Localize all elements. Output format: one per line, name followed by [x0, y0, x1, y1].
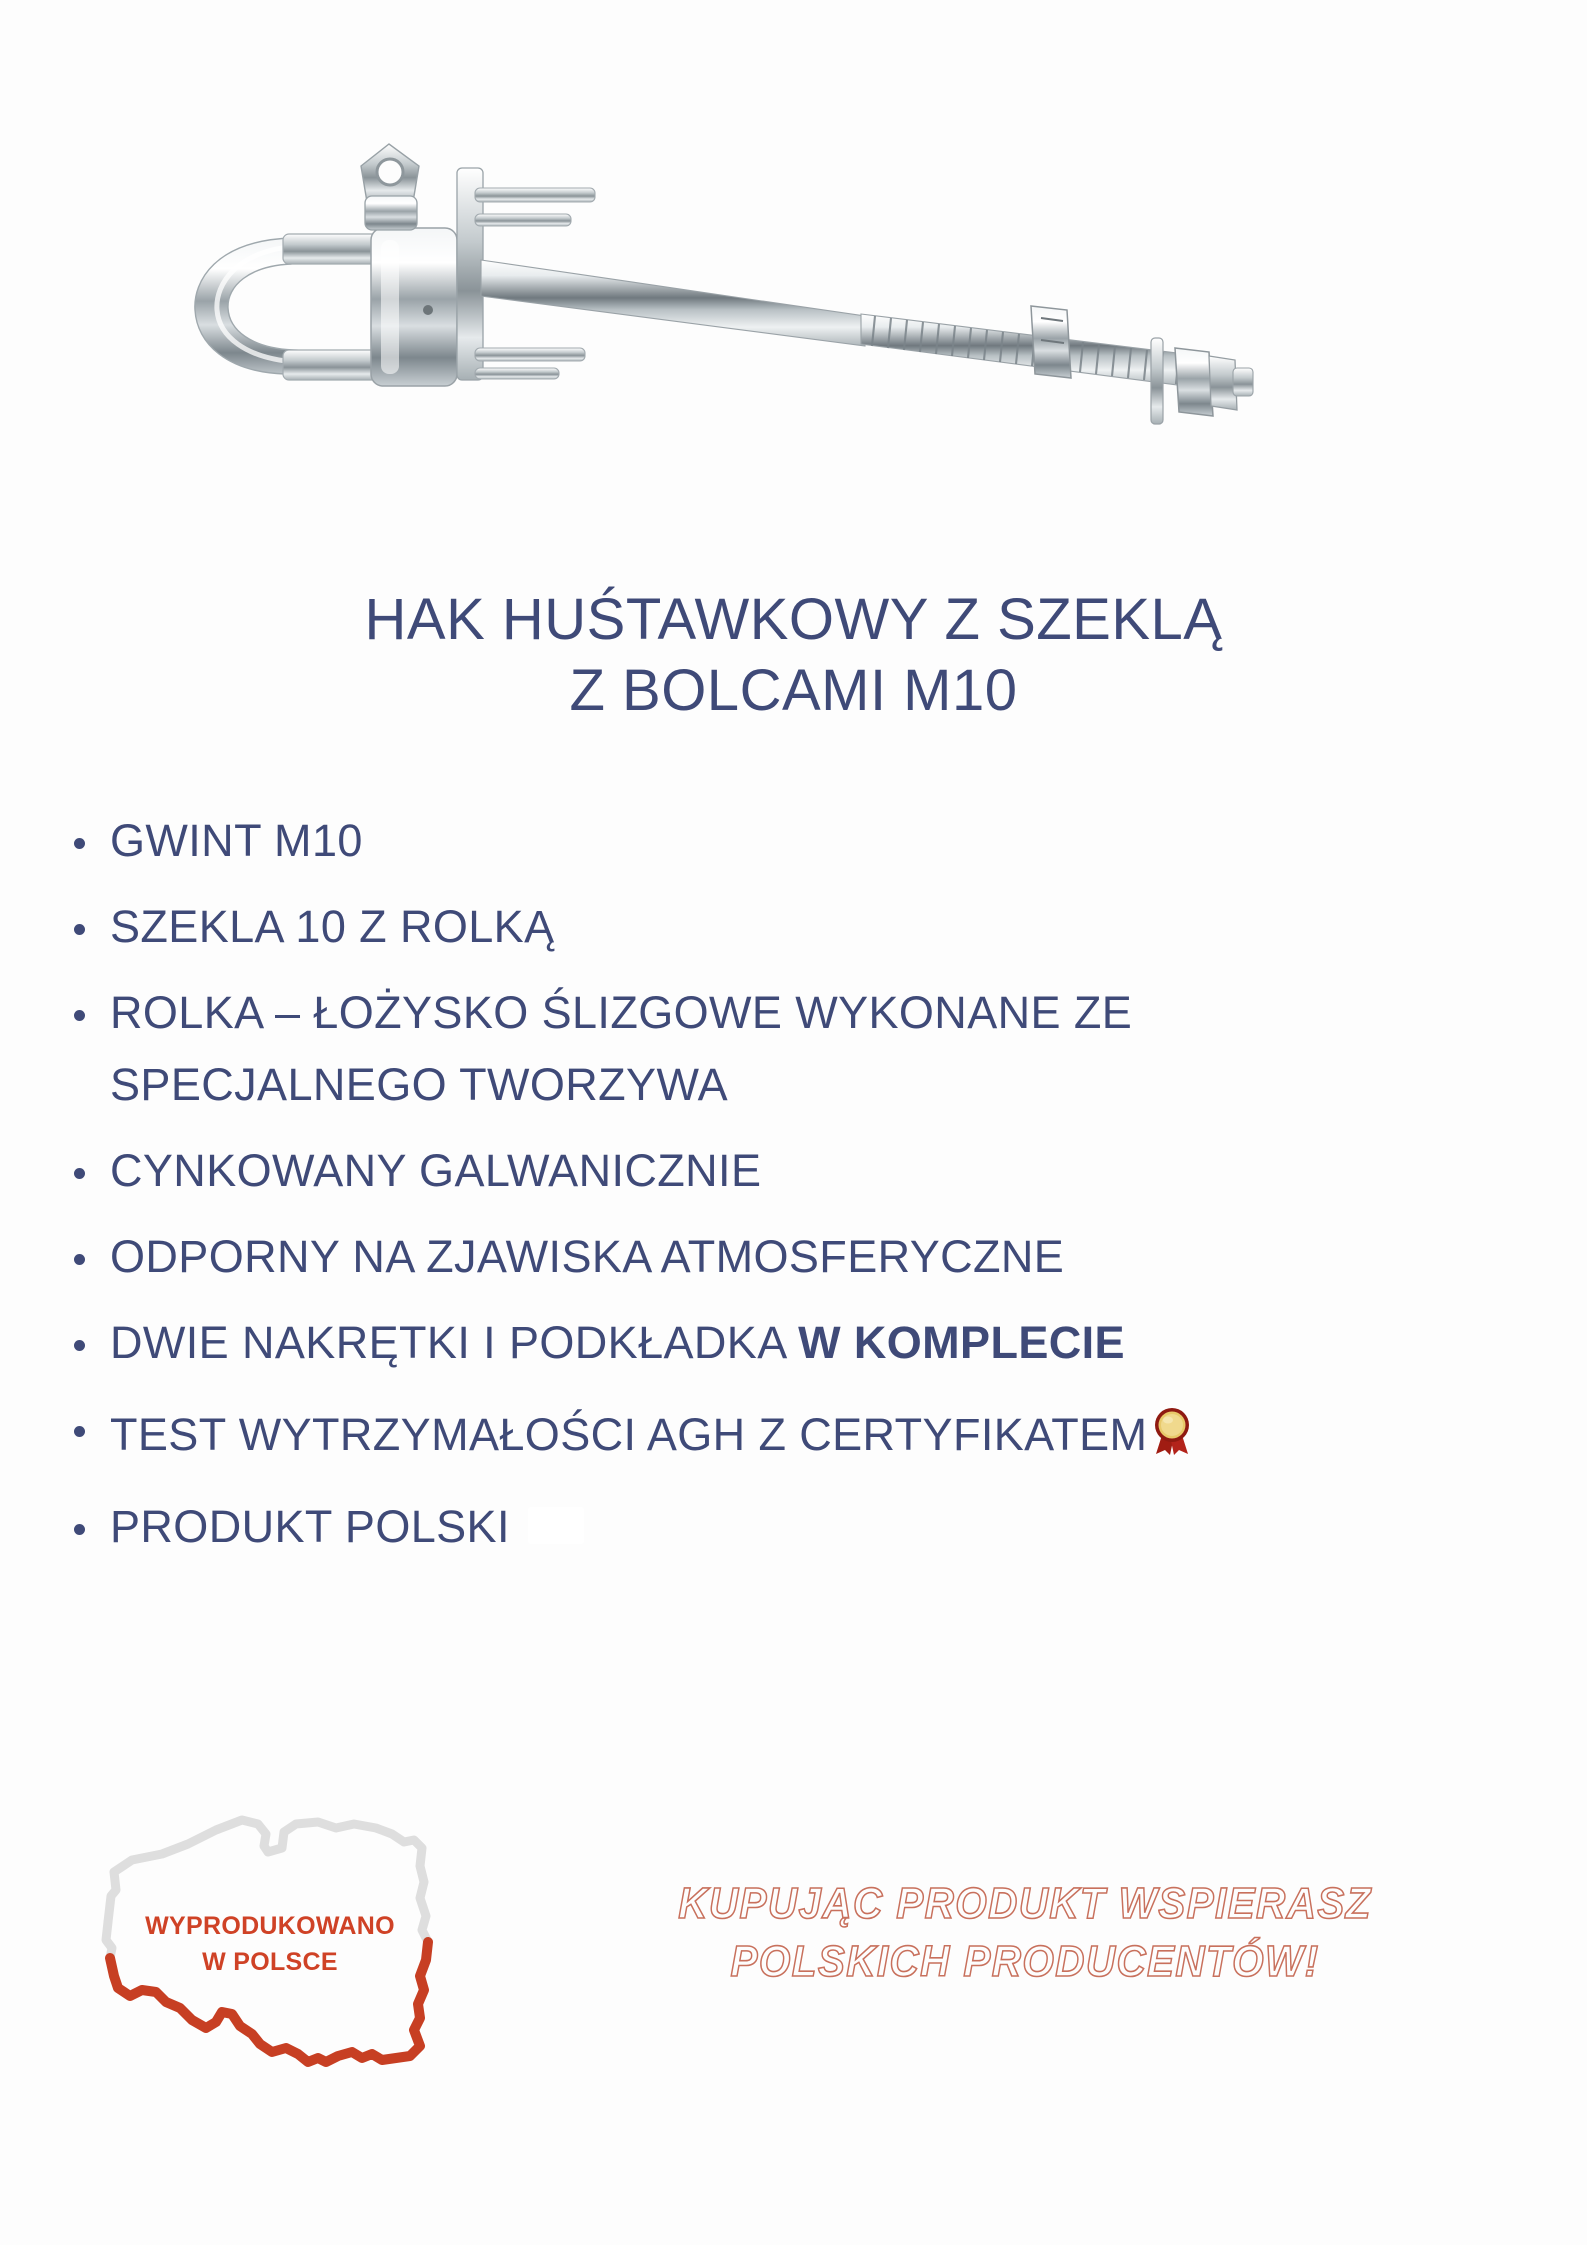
- page-title-line-2: Z BOLCAMI M10: [569, 657, 1018, 723]
- hex-nut-second: [1175, 348, 1237, 416]
- support-polish-producers-tagline: [634, 1875, 1416, 1991]
- tagline-line-2: POLSKICH PRODUCENTÓW!: [730, 1937, 1320, 1987]
- poland-flag-icon: [528, 1507, 584, 1544]
- feature-item-polish-product: [58, 1501, 1458, 1552]
- feature-item-galvanized: [58, 1145, 1458, 1196]
- bullet-icon: [74, 1524, 85, 1535]
- feature-label: ROLKA – ŁOŻYSKO ŚLIZGOWE WYKONANE ZE: [110, 987, 1133, 1038]
- product-photo: [175, 110, 1390, 430]
- bullet-icon: [74, 838, 85, 849]
- bullet-icon: [74, 1254, 85, 1265]
- tagline-line-1: KUPUJĄC PRODUKT WSPIERASZ: [678, 1879, 1372, 1928]
- feature-label-emphasis: W KOMPLECIE: [798, 1317, 1125, 1368]
- feature-item-shackle: [58, 901, 1458, 952]
- roller-housing: [371, 228, 457, 386]
- feature-label: GWINT M10: [110, 815, 363, 866]
- bullet-icon: [74, 1426, 85, 1437]
- bullet-icon: [74, 924, 85, 935]
- feature-item-weather-resistant: [58, 1231, 1458, 1282]
- bullet-icon: [74, 1340, 85, 1351]
- bullet-icon: [74, 1168, 85, 1179]
- feature-item-thread: [58, 815, 1458, 866]
- feature-list: [58, 815, 1458, 1590]
- feature-item-strength-certificate: [58, 1406, 1458, 1463]
- bolt-shank: [481, 260, 865, 346]
- made-in-poland-caption-line-2: W POLSCE: [202, 1948, 338, 1977]
- feature-label: TEST WYTRZYMAŁOŚCI AGH Z CERTYFIKATEM: [110, 1409, 1148, 1460]
- hex-nut-first: [1031, 306, 1071, 378]
- page-title: [0, 585, 1587, 727]
- feature-label: SZEKLA 10 Z ROLKĄ: [110, 901, 555, 952]
- feature-item-nuts-included: [58, 1317, 1458, 1368]
- feature-label: CYNKOWANY GALWANICZNIE: [110, 1145, 762, 1196]
- made-in-poland-caption-line-1: WYPRODUKOWANO: [145, 1912, 395, 1940]
- feature-item-roller-bearing: [58, 987, 1458, 1110]
- made-in-poland-logo: [70, 1790, 470, 2130]
- washer: [1151, 338, 1163, 424]
- feature-label: PRODUKT POLSKI: [110, 1501, 510, 1552]
- bullet-icon: [74, 1010, 85, 1021]
- feature-label-continued: SPECJALNEGO TWORZYWA: [110, 1059, 729, 1110]
- feature-label: ODPORNY NA ZJAWISKA ATMOSFERYCZNE: [110, 1231, 1065, 1282]
- page-title-line-1: HAK HUŚTAWKOWY Z SZEKLĄ: [364, 587, 1223, 652]
- threaded-section: [861, 314, 1185, 386]
- shackle-pin-head: [361, 144, 419, 230]
- feature-label: DWIE NAKRĘTKI I PODKŁADKA: [110, 1317, 799, 1368]
- rosette-award-icon: [1149, 1406, 1195, 1463]
- bolt-tip: [1233, 368, 1253, 396]
